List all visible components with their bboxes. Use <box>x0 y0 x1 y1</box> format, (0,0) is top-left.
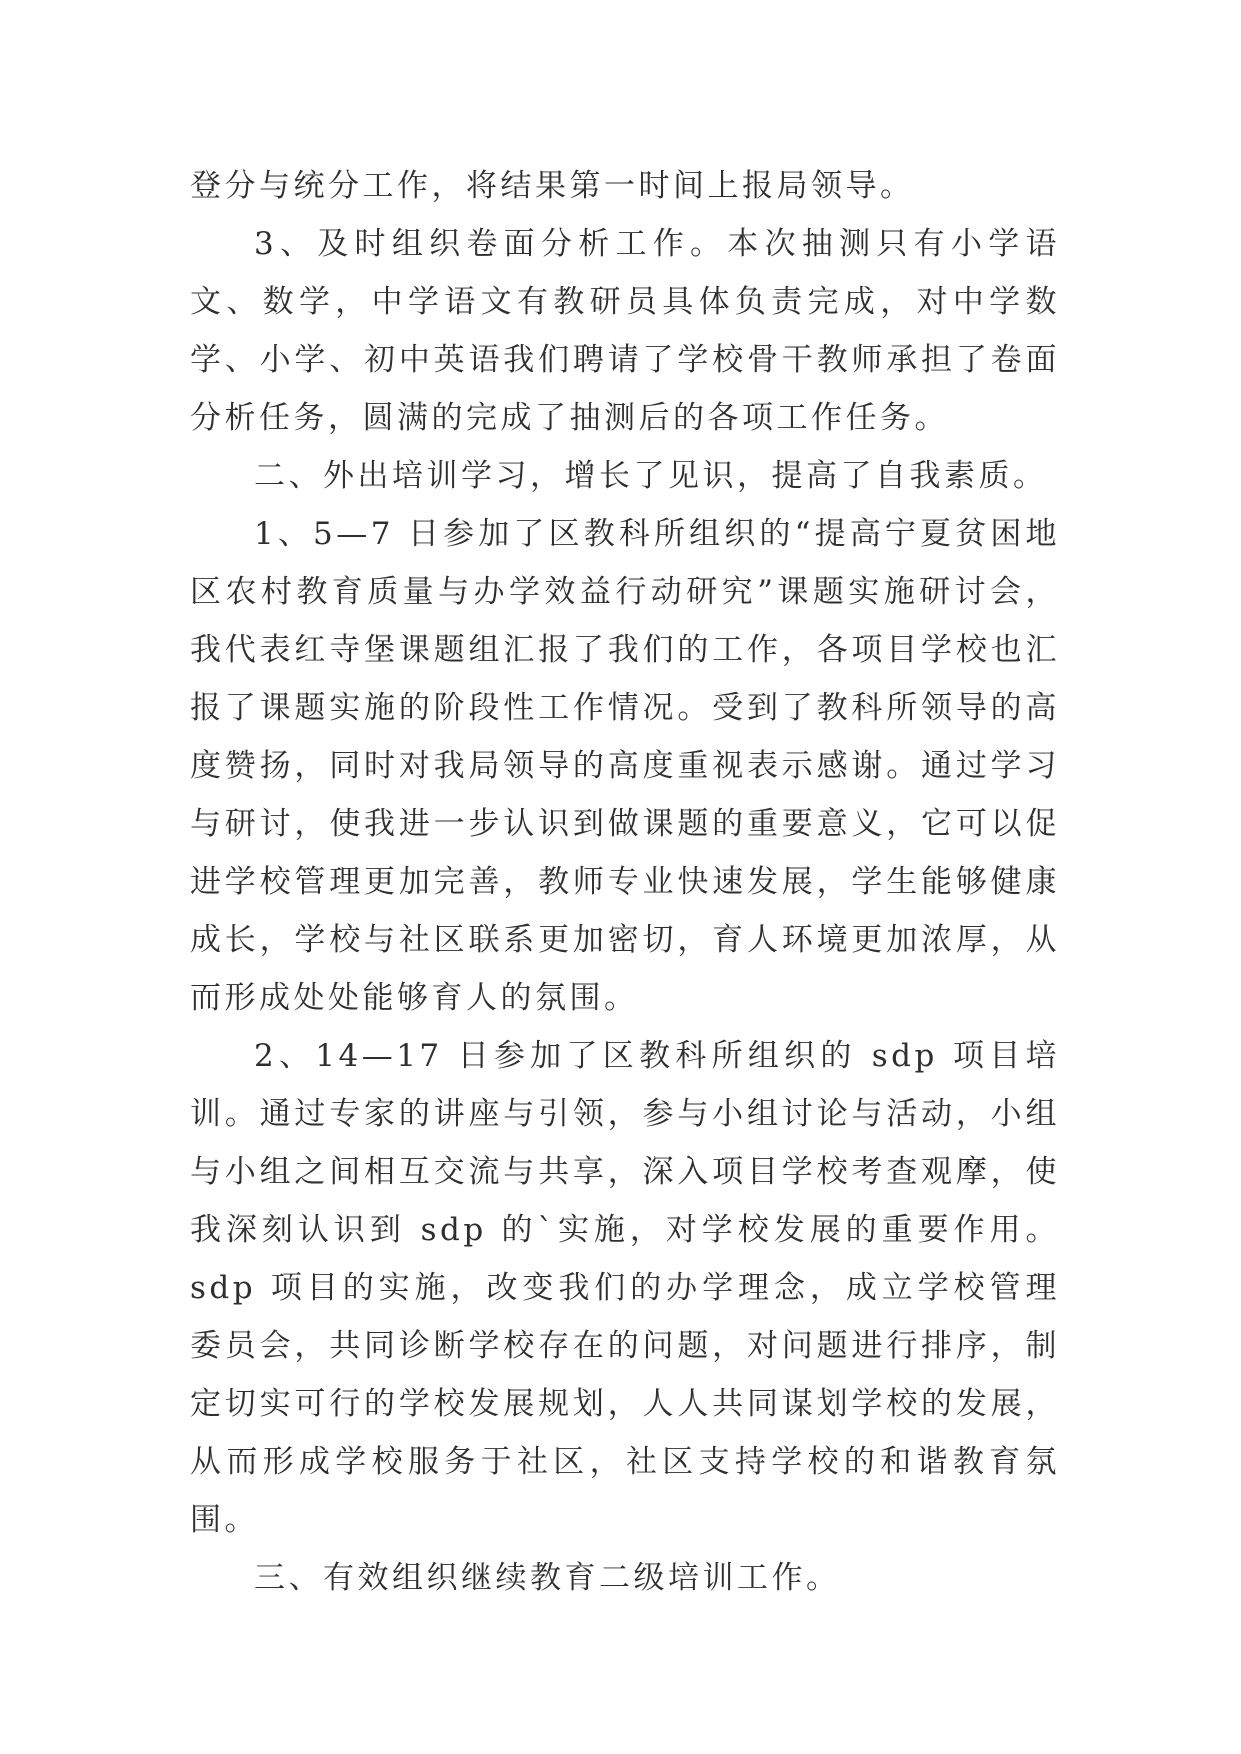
section-heading-training: 二、外出培训学习，增长了见识，提高了自我素质。 <box>254 458 1048 494</box>
paragraph-item-3-paper-analysis: 3、及时组织卷面分析工作。本次抽测只有小学语文、数学，中学语文有教研员具体负责完成，对中学数学、小学、初中英语我们聘请了学校骨干教师承担了卷面分析任务，圆满的完成了抽测后的各项工作任务。 <box>190 226 1060 436</box>
paragraph-continuation: 登分与统分工作，将结果第一时间上报局领导。 <box>190 168 915 204</box>
paragraph-item-2-sdp-training: 2、14—17 日参加了区教科所组织的 sdp 项目培训。通过专家的讲座与引领，参与小组讨论与活动，小组与小组之间相互交流与共享，深入项目学校考查观摩，使我深刻认识到 sdp 的`实施，对学校发展的重要作用。sdp 项目的实施，改变我们的办学理念，成立学校管理委员会，共同诊断学校存在的问题，对问题进行排序，制定切实可行的学校发展规划，人人共同谋划学校的发展，从而形成学校服务于社区，社区支持学校的和谐教育氛围。 <box>190 1038 1060 1538</box>
section-heading-continuing-education: 三、有效组织继续教育二级培训工作。 <box>254 1560 841 1596</box>
document-body <box>190 157 1060 1607</box>
paragraph-item-1-seminar: 1、5—7 日参加了区教科所组织的“提高宁夏贫困地区农村教育质量与办学效益行动研究”课题实施研讨会，我代表红寺堡课题组汇报了我们的工作，各项目学校也汇报了课题实施的阶段性工作情况。受到了教科所领导的高度赞扬，同时对我局领导的高度重视表示感谢。通过学习与研讨，使我进一步认识到做课题的重要意义，它可以促进学校管理更加完善，教师专业快速发展，学生能够健康成长，学校与社区联系更加密切，育人环境更加浓厚，从而形成处处能够育人的氛围。 <box>190 516 1060 1016</box>
